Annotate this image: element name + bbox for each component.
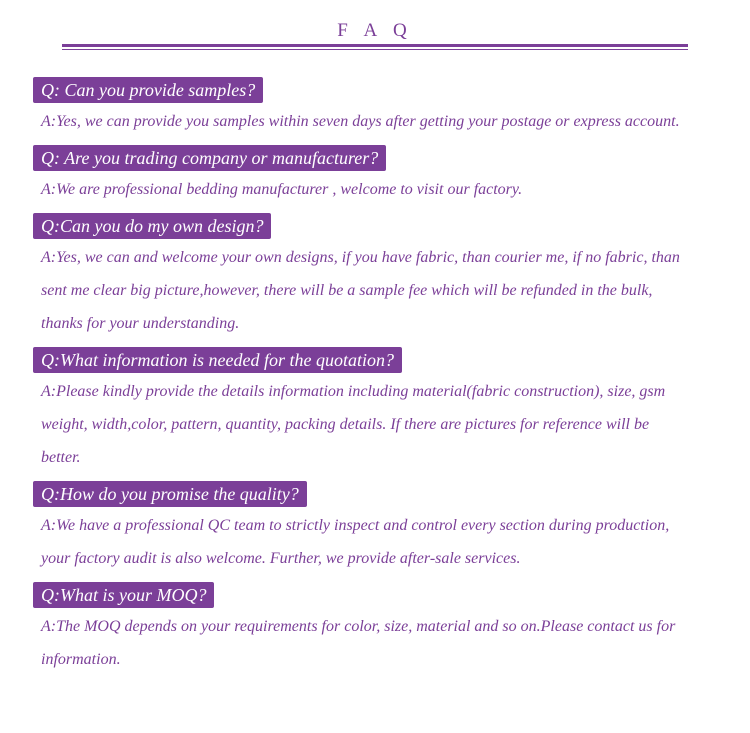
faq-item-samples (33, 77, 723, 138)
faq-title: F A Q (337, 20, 413, 41)
question-label: Q:Can you do my own design? (33, 213, 271, 239)
question-label: Q:What is your MOQ? (33, 582, 214, 608)
answer-line: A:Yes, we can provide you samples within seven days after getting your postage or express account. (41, 113, 680, 130)
answer-line: A:We are professional bedding manufacturer , welcome to visit our factory. (41, 181, 523, 198)
answer-line: your factory audit is also welcome. Further, we provide after-sale services. (41, 550, 521, 567)
answer-line: sent me clear big picture,however, there will be a sample fee which will be refunded in the bulk, (41, 282, 653, 299)
answer-line: information. (41, 651, 121, 668)
answer-line: better. (41, 449, 81, 466)
answer-line: A:Yes, we can and welcome your own designs, if you have fabric, than courier me, if no fabric, than (41, 249, 680, 266)
answer-line: A:We have a professional QC team to strictly inspect and control every section during production, (41, 517, 670, 534)
answer-line: weight, width,color, pattern, quantity, packing details. If there are pictures for reference will be (41, 416, 650, 433)
faq-list (33, 77, 723, 676)
faq-item-quotation (33, 347, 723, 474)
faq-item-quality (33, 481, 723, 575)
answer-line: A:Please kindly provide the details information including material(fabric construction), size, gsm (41, 383, 666, 400)
question-label: Q: Are you trading company or manufacturer? (33, 145, 386, 171)
question-label: Q: Can you provide samples? (33, 77, 263, 103)
question-label: Q:How do you promise the quality? (33, 481, 307, 507)
question-label: Q:What information is needed for the quotation? (33, 347, 402, 373)
answer-line: A:The MOQ depends on your requirements for color, size, material and so on.Please contact us for (41, 618, 676, 635)
faq-item-own-design (33, 213, 723, 340)
answer-line: thanks for your understanding. (41, 315, 240, 332)
faq-item-company-type (33, 145, 723, 206)
faq-item-moq (33, 582, 723, 676)
title-divider (62, 44, 688, 47)
title-divider-thin (62, 49, 688, 50)
